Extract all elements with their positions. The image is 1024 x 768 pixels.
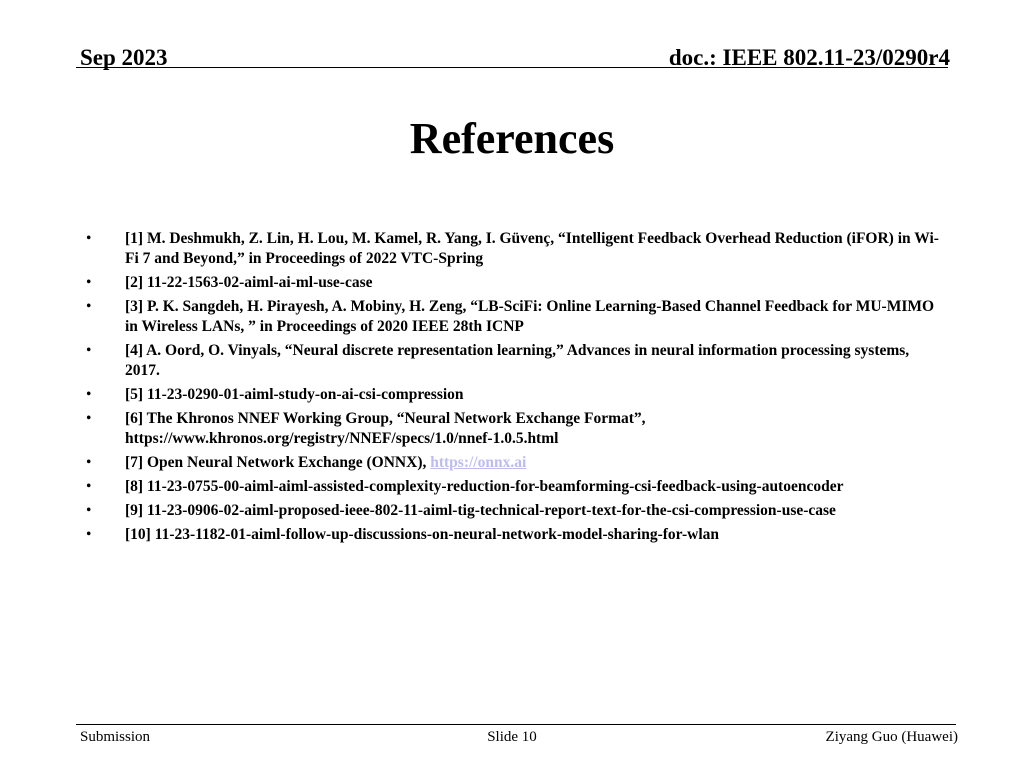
footer-author: Ziyang Guo (Huawei) bbox=[825, 729, 958, 745]
bullet-icon: • bbox=[86, 454, 92, 471]
header-date: Sep 2023 bbox=[80, 45, 168, 70]
reference-text: [8] 11-23-0755-00-aiml-aiml-assisted-complexity-reduction-for-beamforming-csi-feedback-using-autoencoder bbox=[125, 478, 844, 495]
onnx-link[interactable]: https://onnx.ai bbox=[430, 454, 527, 471]
bullet-icon: • bbox=[86, 386, 92, 403]
bullet-icon: • bbox=[86, 502, 92, 519]
bullet-icon: • bbox=[86, 342, 92, 359]
reference-item-2 bbox=[76, 273, 946, 293]
header-divider bbox=[76, 67, 948, 68]
bullet-icon: • bbox=[86, 230, 92, 247]
reference-item-9 bbox=[76, 501, 946, 521]
reference-text: [9] 11-23-0906-02-aiml-proposed-ieee-802-11-aiml-tig-technical-report-text-for-the-csi-compression-use-case bbox=[125, 502, 836, 519]
bullet-icon: • bbox=[86, 478, 92, 495]
bullet-icon: • bbox=[86, 526, 92, 543]
reference-item-1 bbox=[76, 229, 946, 269]
reference-text: [7] Open Neural Network Exchange (ONNX), bbox=[125, 454, 431, 471]
reference-text: [5] 11-23-0290-01-aiml-study-on-ai-csi-compression bbox=[125, 386, 464, 403]
reference-text: [3] P. K. Sangdeh, H. Pirayesh, A. Mobiny, H. Zeng, “LB-SciFi: Online Learning-Based Channel Feedback for MU-MIMO in Wireless LANs, ” in Proceedings of 2020 IEEE 28th ICNP bbox=[125, 298, 935, 335]
reference-item-8 bbox=[76, 477, 946, 497]
footer-slide-number: Slide 10 bbox=[487, 729, 537, 745]
reference-text: [10] 11-23-1182-01-aiml-follow-up-discussions-on-neural-network-model-sharing-for-wlan bbox=[125, 526, 720, 543]
reference-item-5 bbox=[76, 385, 946, 405]
reference-text: [2] 11-22-1563-02-aiml-ai-ml-use-case bbox=[125, 274, 373, 291]
bullet-icon: • bbox=[86, 274, 92, 291]
slide-title: References bbox=[409, 114, 615, 163]
reference-item-6 bbox=[76, 409, 946, 449]
reference-item-3 bbox=[76, 297, 946, 337]
bullet-icon: • bbox=[86, 410, 92, 427]
footer-submission: Submission bbox=[80, 729, 151, 745]
reference-text: [1] M. Deshmukh, Z. Lin, H. Lou, M. Kamel, R. Yang, I. Güvenç, “Intelligent Feedback Overhead Reduction (iFOR) in Wi-Fi 7 and Beyond,” in Proceedings of 2022 VTC-Spring bbox=[125, 230, 939, 267]
footer-divider bbox=[76, 724, 956, 725]
reference-text: [6] The Khronos NNEF Working Group, “Neural Network Exchange Format”, https://www.khronos.org/registry/NNEF/specs/1.0/nnef-1.0.5.html bbox=[125, 410, 646, 447]
reference-list bbox=[76, 229, 946, 549]
header-doc-id: doc.: IEEE 802.11-23/0290r4 bbox=[668, 45, 950, 70]
bullet-icon: • bbox=[86, 298, 92, 315]
reference-text: [4] A. Oord, O. Vinyals, “Neural discrete representation learning,” Advances in neural information processing systems, 2017. bbox=[125, 342, 910, 379]
reference-item-4 bbox=[76, 341, 946, 381]
reference-item-10 bbox=[76, 525, 946, 545]
reference-item-7 bbox=[76, 453, 946, 473]
